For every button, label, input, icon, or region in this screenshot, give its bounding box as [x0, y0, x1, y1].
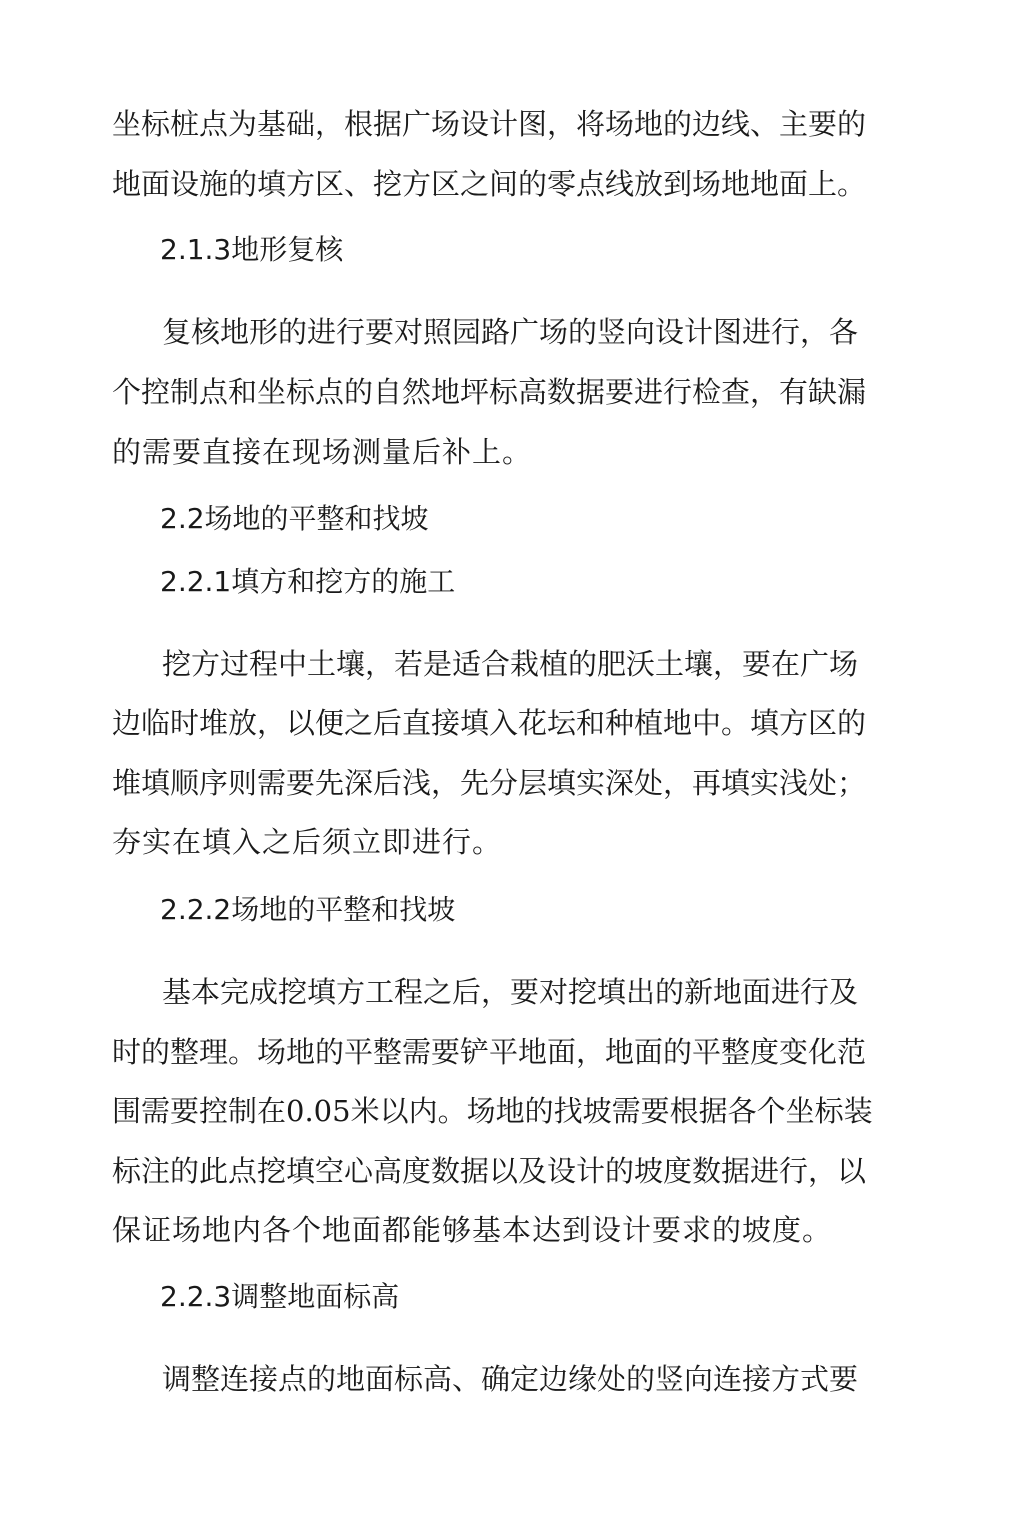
paragraph-line: 围需要控制在0.05米以内。场地的找坡需要根据各个坐标装 [112, 1094, 873, 1128]
section-heading-2-2: 2.2场地的平整和找坡 [160, 502, 429, 535]
paragraph-line: 个控制点和坐标点的自然地坪标高数据要进行检查，有缺漏 [112, 375, 867, 409]
section-heading-2-2-2: 2.2.2场地的平整和找坡 [160, 893, 456, 926]
paragraph-line: 时的整理。场地的平整需要铲平地面，地面的平整度变化范 [112, 1035, 867, 1069]
paragraph-line: 坐标桩点为基础，根据广场设计图，将场地的边线、主要的 [112, 107, 867, 141]
paragraph-line: 保证场地内各个地面都能够基本达到设计要求的坡度。 [112, 1213, 833, 1247]
section-heading-2-2-3: 2.2.3调整地面标高 [160, 1280, 400, 1313]
paragraph-line: 边临时堆放，以便之后直接填入花坛和种植地中。填方区的 [112, 706, 867, 740]
section-heading-2-2-1: 2.2.1填方和挖方的施工 [160, 565, 456, 598]
paragraph-line: 调整连接点的地面标高、确定边缘处的竖向连接方式要 [162, 1362, 859, 1396]
paragraph-line: 地面设施的填方区、挖方区之间的零点线放到场地地面上。 [112, 167, 867, 201]
paragraph-line: 夯实在填入之后须立即进行。 [112, 825, 503, 859]
paragraph-line: 基本完成挖填方工程之后，要对挖填出的新地面进行及 [162, 975, 859, 1009]
paragraph-line: 堆填顺序则需要先深后浅，先分层填实深处，再填实浅处； [112, 766, 867, 800]
paragraph-line: 标注的此点挖填空心高度数据以及设计的坡度数据进行，以 [112, 1154, 867, 1188]
section-heading-2-1-3: 2.1.3地形复核 [160, 233, 344, 266]
paragraph-line: 复核地形的进行要对照园路广场的竖向设计图进行，各 [162, 315, 859, 349]
paragraph-line: 挖方过程中土壤，若是适合栽植的肥沃土壤，要在广场 [162, 647, 859, 681]
paragraph-line: 的需要直接在现场测量后补上。 [112, 435, 533, 469]
